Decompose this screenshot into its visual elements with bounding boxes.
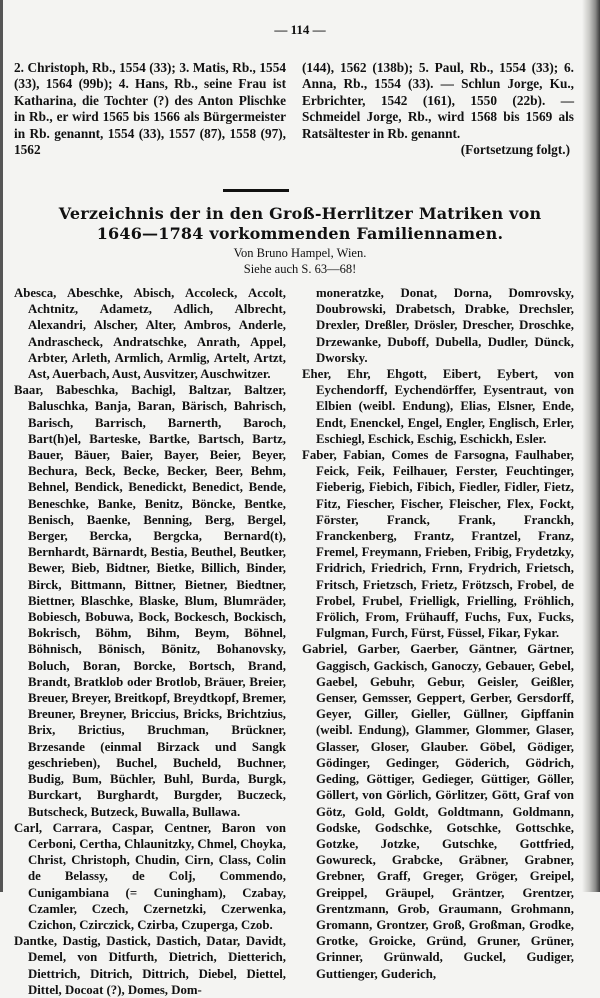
previous-article-right-text: (144), 1562 (138b); 5. Paul, Rb., 1554 (33); 6. Anna, Rb., 1554 (33). — Schlun Jorge, Ku., Erbrichter, 1542 (161), 1550 (22b). — Schmeidel Jorge, Rb., wird 1568 bis 1569 als Ratsältester in Rb. genannt. [302,60,574,141]
section-divider [223,189,289,192]
previous-article-left-text: 2. Christoph, Rb., 1554 (33); 3. Matis, Rb., 1554 (33), 1564 (99b); 4. Hans, Rb., seine Frau ist Katharina, die Tochter (?) des Anton Plischke in Rb., er wird 1565 bis 1566 als Bürgermeister in Rb. genannt, 1554 (33), 1557 (87), 1558 (97), 1562 [14,60,286,158]
scan-left-edge [0,0,3,892]
name-group-b: Baar, Babeschka, Bachigl, Baltzar, Baltzer, Baluschka, Banja, Baran, Bärisch, Bahrisch, Barisch, Barrisch, Barnerth, Baroch, Bart(h)el, Barteske, Bartke, Bartsch, Bartz, Bauer, Bäuer, Baier, Bayer, Beier, Beyer, Bechura, Beck, Becke, Becker, Beer, Behm, Behnel, Bendick, Benedickt, Benedict, Bende, Beneschke, Banke, Benitz, Böncke, Bentke, Benisch, Baenke, Benning, Berg, Bergel, Berger, Bercka, Bergcka, Bernard(t), Bernhardt, Bärnardt, Bestia, Beuthel, Beutker, Bewer, Bieb, Bidtner, Bietke, Billich, Binder, Birck, Bittmann, Bittner, Bietner, Biedtner, Biettner, Blaschke, Blaske, Blum, Blumräder, Bobiesch, Bobuwa, Bock, Bockesch, Bockisch, Bokrisch, Böhm, Bihm, Beym, Böhnel, Böhnisch, Bönisch, Bönitz, Bohanovsky, Boluch, Boran, Borcke, Bortsch, Brand, Brandt, Bratklob oder Brotlob, Bräuer, Breier, Breuer, Breyer, Breitkopf, Breydtkopf, Bremer, Breuner, Breyner, Briccius, Bricks, Brichtzius, Brix, Brictius, Bruchman, Brückner, Brzesande (einmal Birzack und Sangk geschrieben), Buchel, Bucheld, Buchner, Budig, Bum, Büchler, Buhl, Burda, Burgk, Burckart, Burghardt, Burgder, Buczeck, Butscheck, Butzeck, Buwalla, Bullawa. [14,383,286,819]
article-byline [0,245,600,277]
article-title-line-2: 1646—1784 vorkommenden Familiennamen. [96,224,504,243]
name-group-f: Faber, Fabian, Comes de Farsogna, Faulhaber, Feick, Feik, Feilhauer, Ferster, Feuchtinger, Fieberig, Fiebich, Fibich, Fiedler, Fidler, Fietz, Fitz, Fiescher, Fischer, Fleischer, Flex, Fockt, Förster, Franck, Frank, Franckh, Franckenberg, Frantz, Frantzel, Franz, Fremel, Freymann, Frieben, Fribig, Frydetzky, Fridrich, Friedrich, Frnn, Frydrich, Frietsch, Fritsch, Frietzsch, Frietz, Frötzsch, Frobel, de Frobel, Frubel, Frielligk, Frielling, Fröhlich, Frölich, From, Frühauff, Fuchs, Fux, Fucks, Fulgman, Furch, Fürst, Füssel, Fikar, Fykar. [302,448,574,641]
name-group-d: Dantke, Dastig, Dastick, Dastich, Datar, Davidt, Demel, von Ditfurth, Dietrich, Dietterich, Diettrich, Ditrich, Dittrich, Diebel, Diettel, Dittel, Docoat (?), Domes, Dom- [14,934,286,997]
name-group-e: Eher, Ehr, Ehgott, Eibert, Eybert, von Eychendorff, Eychendörffer, Eysentraut, von Elbien (weibl. Endung), Elias, Elsner, Ende, Endt, Enenckel, Engel, Engler, Englisch, Erler, Eschiegl, Eschick, Eschig, Eschickh, Esler. [302,367,574,446]
name-group-a: Abesca, Abeschke, Abisch, Accoleck, Accolt, Achtnitz, Adametz, Adlich, Albrecht, Alexandri, Alscher, Alter, Ambros, Anderle, Andrascheck, Andratschke, Anrath, Appel, Arbter, Arleth, Armlich, Armlig, Artelt, Artzt, Ast, Auerbach, Aust, Ausvitzer, Auschwitzer. [14,286,286,382]
name-list-right-column [302,285,574,982]
article-title-line-1: Verzeichnis der in den Groß-Herrlitzer Matriken von [58,204,542,223]
previous-article-left-column [14,60,286,158]
name-group-d-continued: moneratzke, Donat, Dorna, Domrovsky, Doubrowski, Drabetsch, Drabke, Drechsler, Drexler, Dreßler, Drösler, Drescher, Droschke, Drzewanke, Duboff, Dubella, Dudler, Dünck, Dworsky. [316,286,574,365]
article-title [20,204,580,244]
author-line: Von Bruno Hampel, Wien. [233,246,367,260]
name-group-c: Carl, Carrara, Caspar, Centner, Baron von Cerboni, Certha, Chlaunitzky, Chmel, Choyka, Christ, Christoph, Chudin, Cirn, Class, Colin de Belassy, de Colj, Commendo, Cunigambiana (= Cuningham), Czabay, Czamler, Czech, Czernetzki, Czerwenka, Czichon, Czirczick, Czirba, Czuperga, Czob. [14,820,286,932]
page-number: — 114 — [274,22,326,37]
see-also-note: Siehe auch S. 63—68! [243,262,357,276]
scan-right-edge-shadow [582,0,600,892]
previous-article-right-column [302,60,574,158]
continuation-note: (Fortsetzung folgt.) [460,142,570,158]
name-list-left-column [14,285,286,998]
name-group-g: Gabriel, Garber, Gaerber, Gäntner, Gärtner, Gaggisch, Gackisch, Ganoczy, Gebauer, Gebel, Gaebel, Gebuhr, Gebur, Geisler, Geißler, Genser, Gemsser, Geppert, Gerber, Gersdorff, Geyer, Giller, Gieller, Güllner, Gipffanin (weibl. Endung), Glammer, Glommer, Glaser, Glasser, Gloser, Glauber. Göbel, Gödiger, Gödinger, Gedinger, Göderich, Gödrich, Geding, Göttiger, Gedieger, Güttiger, Göller, Göllert, von Görlich, Görlitzer, Gött, Graf von Götz, Gold, Goldt, Goldtmann, Goldmann, Godske, Godschke, Gotschke, Gottschke, Gotzke, Jotzke, Gutschke, Gottfried, Gowureck, Grabcke, Gräbner, Grabner, Grebner, Graff, Greger, Gröger, Greipel, Greippel, Gräupel, Gräntzer, Grentzer, Grentzmann, Grob, Graumann, Grohmann, Gromann, Grontzer, Groß, Großman, Grodke, Grotke, Groicke, Gründ, Gruner, Grüner, Grinner, Grünwald, Guckel, Gudiger, Guttienger, Guderich, [302,642,574,981]
